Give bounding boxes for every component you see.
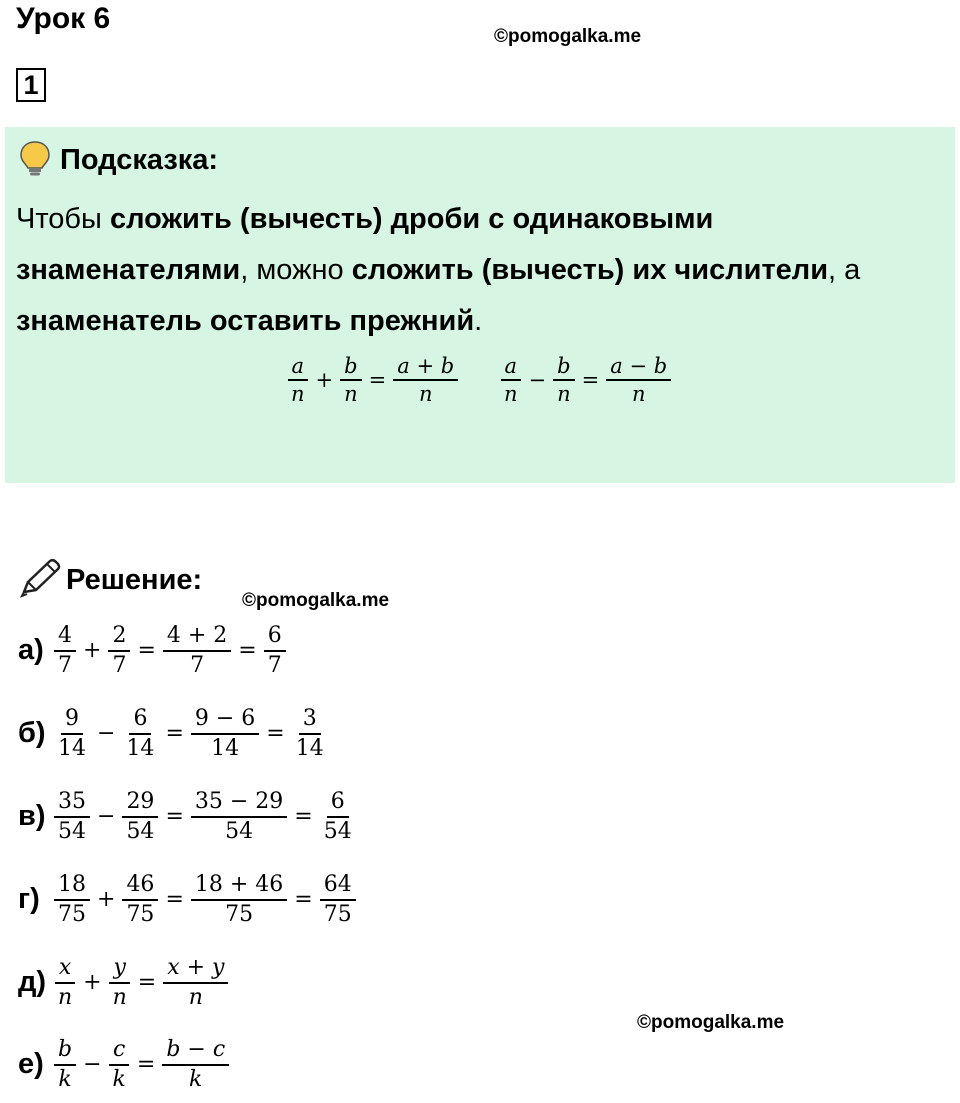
hint-line-1: [16, 203, 713, 236]
fraction: [122, 705, 158, 762]
denominator: 7: [112, 652, 127, 678]
fraction: [292, 705, 328, 762]
solution-row: [18, 788, 358, 845]
fraction: [500, 353, 522, 408]
hint-bold-text: сложить (вычесть) их числители: [351, 254, 829, 286]
denominator: n: [418, 382, 433, 407]
hint-header: [18, 139, 218, 182]
watermark-bottom: ©pomogalka.me: [637, 1012, 785, 1033]
numerator: b: [553, 353, 574, 381]
expression: [52, 788, 358, 845]
denominator: n: [112, 984, 127, 1010]
hint-bold-text: знаменатель оставить прежний: [16, 305, 475, 337]
numerator: 9: [61, 705, 83, 735]
operator: +: [83, 970, 102, 995]
denominator: 7: [190, 652, 205, 678]
numerator: a: [288, 353, 309, 381]
fraction: [191, 788, 287, 845]
denominator: 7: [58, 652, 72, 678]
fraction: [122, 788, 158, 845]
denominator: n: [557, 382, 571, 407]
row-label: в): [18, 800, 46, 832]
hint-line-2: [16, 254, 860, 287]
fraction: [54, 954, 76, 1011]
numerator: 3: [299, 705, 321, 735]
row-label: д): [18, 966, 47, 998]
numerator: b: [340, 353, 361, 381]
numerator: 6: [264, 622, 286, 652]
equals-sign: =: [137, 638, 156, 663]
denominator: 54: [126, 818, 155, 844]
denominator: 75: [58, 901, 86, 927]
numerator: x + y: [163, 954, 228, 984]
fraction: [109, 1036, 130, 1093]
solution-row: [18, 1036, 231, 1093]
expression: [52, 871, 358, 928]
task-number: 1: [16, 68, 46, 102]
denominator: 14: [295, 735, 324, 761]
fraction: [393, 353, 458, 408]
operator: +: [83, 638, 102, 663]
denominator: 14: [126, 735, 155, 761]
numerator: 4 + 2: [163, 622, 231, 652]
fraction: [163, 954, 228, 1011]
numerator: 2: [108, 622, 130, 652]
row-label: б): [18, 717, 46, 749]
equals-sign: =: [137, 970, 157, 995]
formula-addition: [285, 353, 460, 408]
hint-text: .: [474, 305, 483, 337]
numerator: 9 − 6: [191, 705, 259, 735]
equals-sign: =: [294, 804, 313, 829]
watermark-top: ©pomogalka.me: [494, 26, 642, 47]
fraction: [606, 353, 671, 408]
fraction: [108, 622, 130, 679]
equals-sign: =: [368, 368, 387, 393]
row-label: а): [18, 634, 44, 666]
denominator: 54: [58, 818, 86, 844]
denominator: k: [112, 1066, 126, 1092]
expression: [52, 705, 330, 762]
equals-sign: =: [238, 638, 257, 663]
solution-title: Решение:: [66, 564, 203, 596]
numerator: c: [109, 1036, 129, 1066]
solution-header: [18, 558, 202, 603]
operator: +: [97, 887, 116, 912]
numerator: y: [109, 954, 129, 984]
solution-row: [18, 871, 358, 928]
equals-sign: =: [581, 368, 600, 393]
denominator: n: [291, 382, 305, 407]
denominator: n: [58, 984, 73, 1010]
numerator: 18 + 46: [191, 871, 287, 901]
equals-sign: =: [136, 1052, 156, 1077]
expression: [52, 622, 288, 679]
fraction: [340, 353, 362, 408]
fraction: [264, 622, 286, 679]
numerator: 6: [129, 705, 151, 735]
fraction: [122, 871, 158, 928]
fraction: [191, 705, 259, 762]
hint-line-3: [16, 305, 482, 338]
equals-sign: =: [165, 804, 184, 829]
hint-text: , а: [828, 254, 861, 286]
fraction: [320, 788, 356, 845]
numerator: 4: [54, 622, 76, 652]
row-label: е): [18, 1048, 44, 1080]
denominator: n: [344, 382, 358, 407]
expression: [52, 954, 230, 1011]
numerator: 6: [327, 788, 349, 818]
fraction: [553, 353, 575, 408]
solution-row: [18, 954, 230, 1011]
denominator: n: [631, 382, 646, 407]
lightbulb-icon: [18, 139, 52, 182]
numerator: x: [55, 954, 75, 984]
hint-bold-text: сложить (вычесть) дроби с одинаковыми: [109, 203, 714, 235]
operator: −: [97, 721, 116, 746]
numerator: b − c: [162, 1036, 229, 1066]
numerator: 35 − 29: [191, 788, 287, 818]
numerator: a − b: [606, 353, 671, 381]
hint-bold-text: знаменателями: [16, 254, 241, 286]
fraction: [54, 622, 76, 679]
denominator: 75: [225, 901, 254, 927]
numerator: 46: [122, 871, 158, 901]
pencil-icon: [18, 558, 62, 603]
fraction: [54, 788, 90, 845]
numerator: 29: [122, 788, 158, 818]
fraction: [54, 871, 90, 928]
watermark-middle: ©pomogalka.me: [242, 590, 390, 611]
denominator: k: [189, 1066, 203, 1092]
operator: −: [83, 1052, 102, 1077]
solution-row: [18, 705, 330, 762]
denominator: 75: [323, 901, 352, 927]
denominator: 14: [58, 735, 86, 761]
fraction: [54, 1036, 76, 1093]
equals-sign: =: [165, 721, 184, 746]
operator: −: [528, 368, 547, 393]
denominator: n: [188, 984, 203, 1010]
fraction: [162, 1036, 229, 1093]
fraction: [191, 871, 287, 928]
numerator: 18: [54, 871, 90, 901]
hint-text: , можно: [240, 254, 352, 286]
solution-row: [18, 622, 288, 679]
denominator: 7: [267, 652, 282, 678]
fraction: [163, 622, 231, 679]
operator: −: [97, 804, 116, 829]
fraction: [109, 954, 131, 1011]
numerator: a + b: [393, 353, 458, 381]
denominator: 14: [211, 735, 240, 761]
formula-subtraction: [498, 353, 673, 408]
numerator: 64: [320, 871, 356, 901]
operator: +: [315, 368, 334, 393]
numerator: 35: [54, 788, 90, 818]
hint-title: Подсказка:: [60, 144, 219, 176]
row-label: г): [18, 883, 40, 915]
hint-text: Чтобы: [16, 203, 110, 235]
denominator: 75: [126, 901, 155, 927]
equals-sign: =: [294, 887, 313, 912]
expression: [52, 1036, 231, 1093]
equals-sign: =: [266, 721, 285, 746]
denominator: n: [504, 382, 518, 407]
denominator: k: [58, 1066, 72, 1092]
denominator: 54: [225, 818, 254, 844]
lesson-title: Урок 6: [16, 2, 111, 35]
numerator: a: [501, 353, 522, 381]
equals-sign: =: [165, 887, 184, 912]
fraction: [320, 871, 356, 928]
denominator: 54: [323, 818, 352, 844]
numerator: b: [54, 1036, 76, 1066]
fraction: [54, 705, 90, 762]
fraction: [287, 353, 309, 408]
